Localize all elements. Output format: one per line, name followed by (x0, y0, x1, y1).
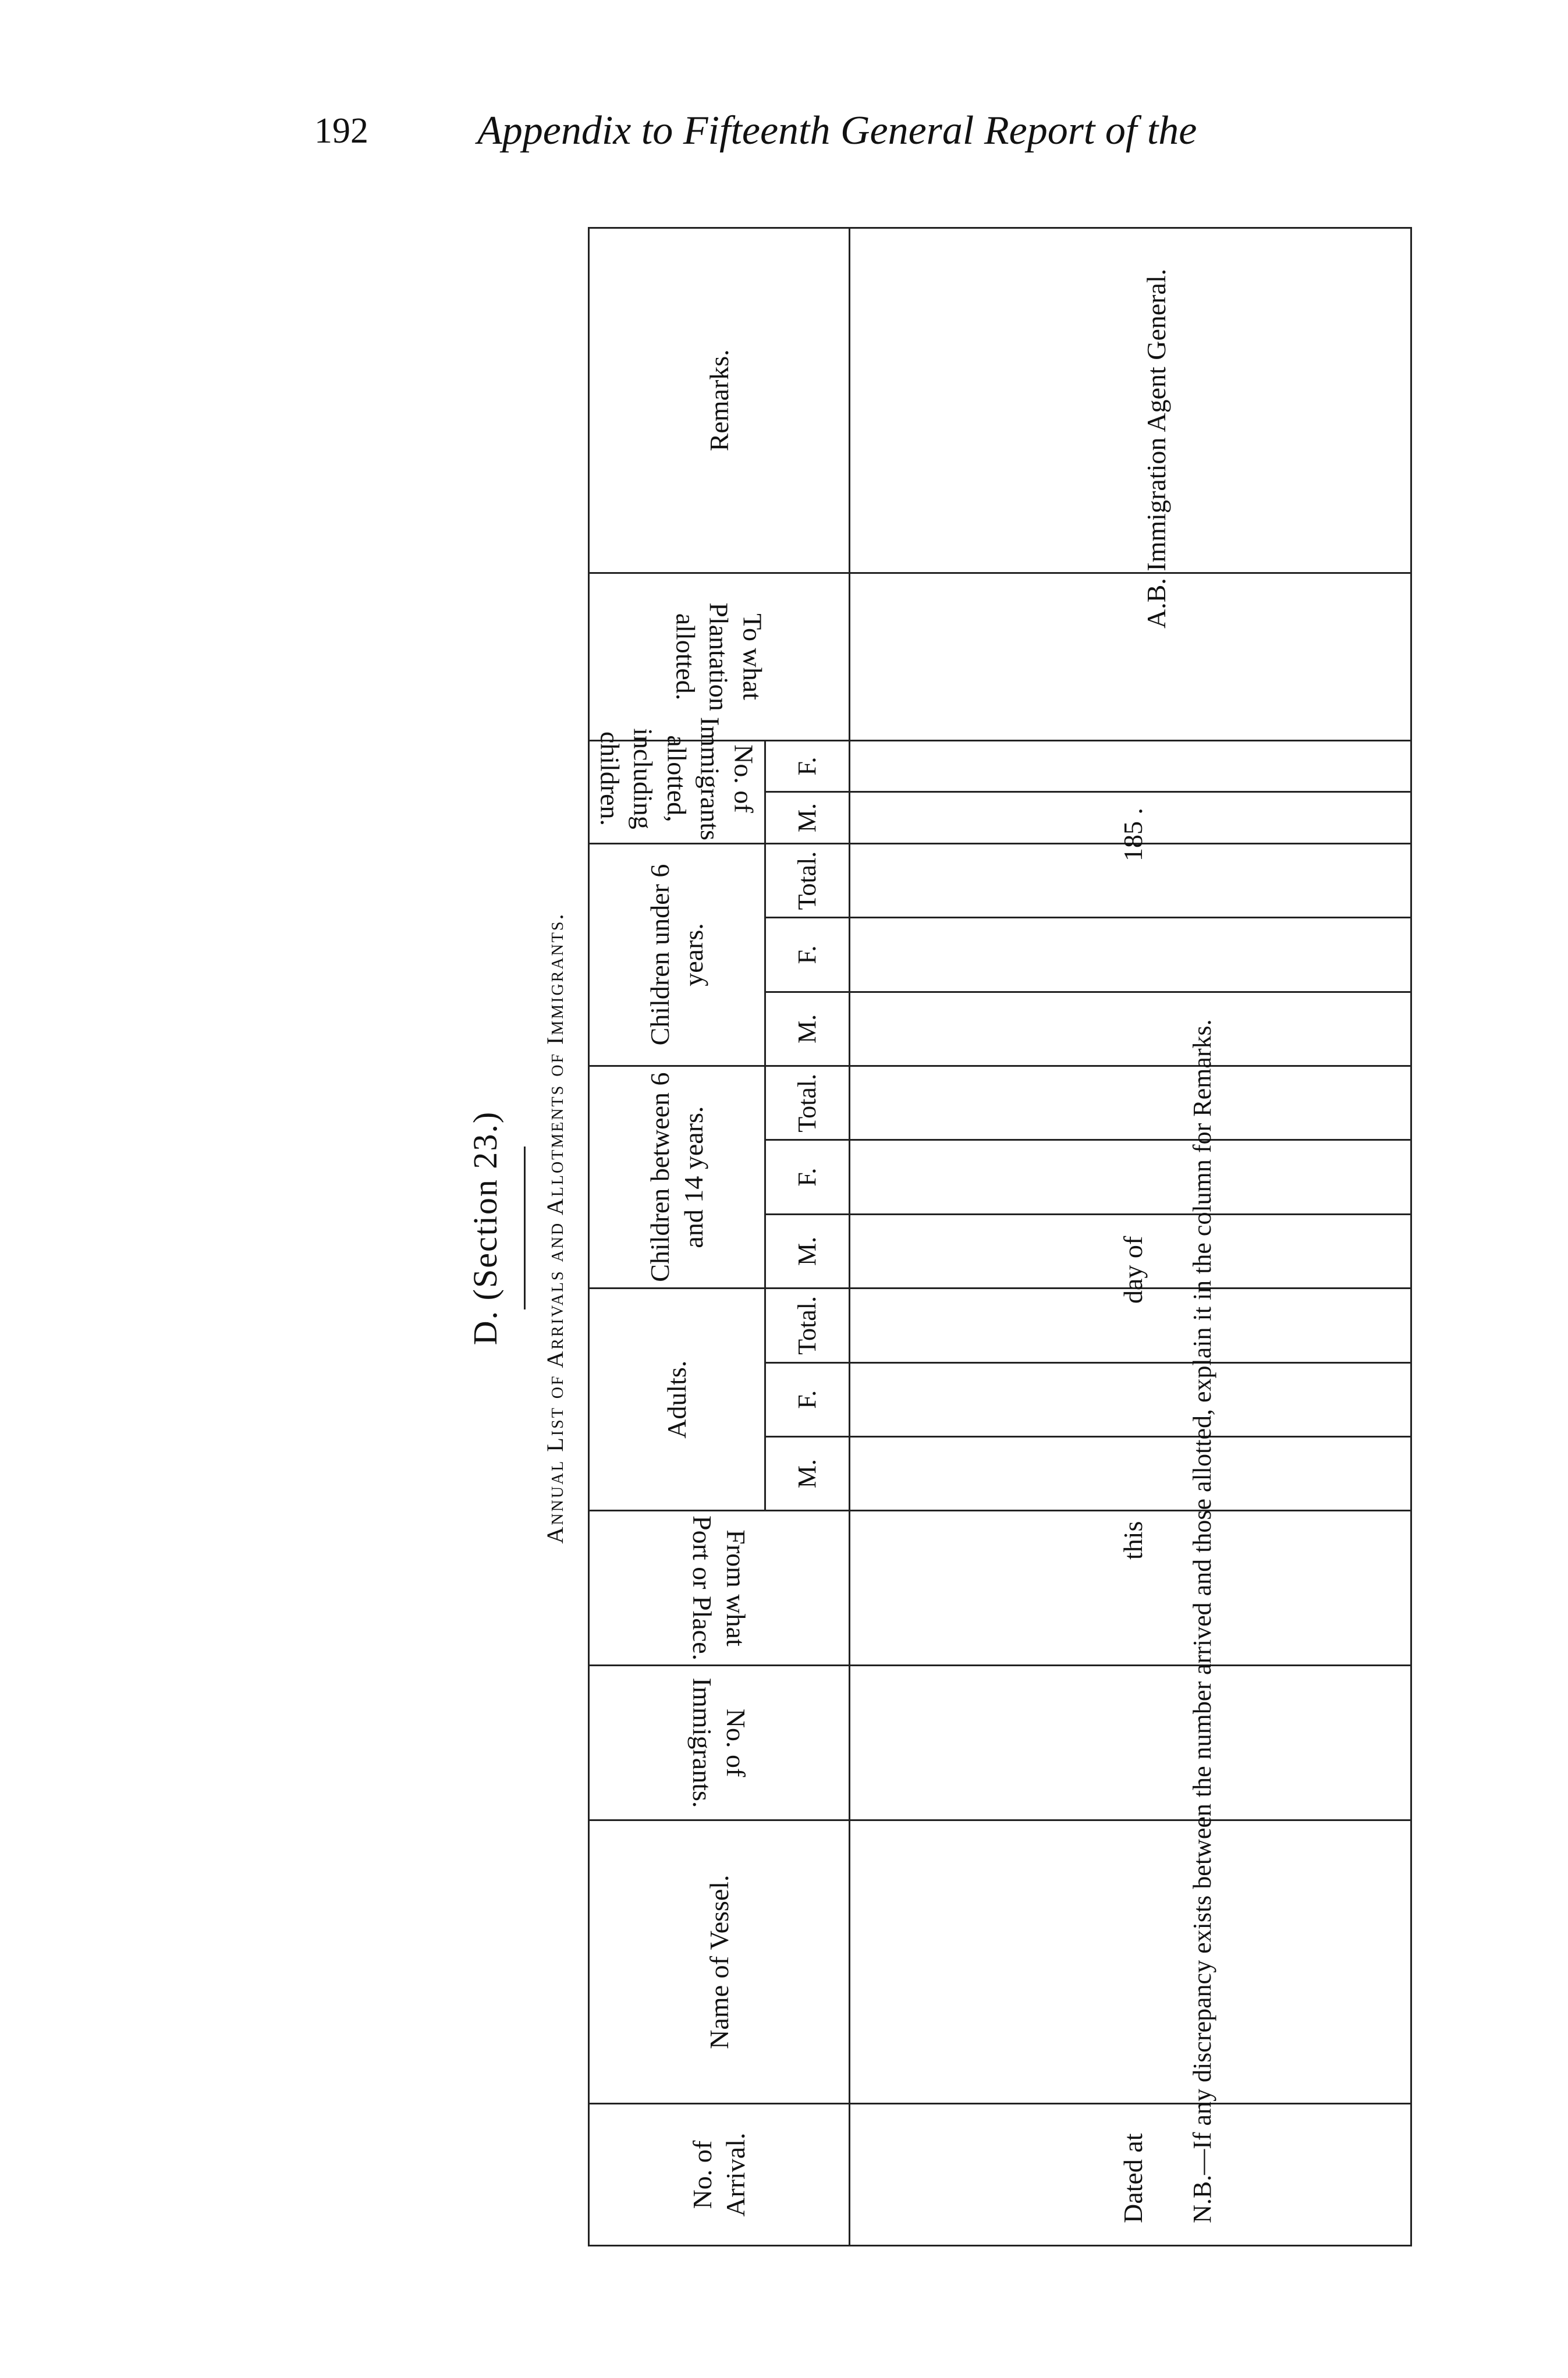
children-6-14-female: F. (765, 1140, 849, 1214)
day-of-label: day of (1118, 1236, 1148, 1304)
blank-cell (849, 1140, 1411, 1214)
blank-cell (849, 228, 1411, 573)
discrepancy-note: N.B.—If any discrepancy exists between the number arrived and those allotted, explain it in the column for Remarks. (1188, 1019, 1216, 2223)
adults-male: M. (765, 1436, 849, 1510)
children-under-6-male: M. (765, 992, 849, 1066)
year-label: 185 . (1118, 808, 1148, 861)
col-from-what-port: From what Port or Place. (589, 1511, 850, 1666)
col-children-under-6: Children under 6 years. (589, 843, 765, 1066)
blank-cell (849, 1362, 1411, 1436)
adults-female: F. (765, 1362, 849, 1436)
blank-cell (849, 992, 1411, 1066)
col-remarks: Remarks. (589, 228, 850, 573)
dated-at-label: Dated at (1118, 2133, 1148, 2223)
blank-cell (849, 573, 1411, 740)
register-table-wrap (588, 210, 1443, 2246)
running-title: Appendix to Fifteenth General Report of the (477, 108, 1197, 153)
title-rule (524, 1147, 526, 1309)
blank-cell (849, 1436, 1411, 1510)
blank-cell (849, 740, 1411, 792)
signature-label: A.B. Immigration Agent General. (1141, 268, 1171, 629)
register-table (588, 227, 1412, 2246)
col-adults: Adults. (589, 1289, 765, 1511)
rotated-form (454, 210, 1315, 2246)
allotted-male: M. (765, 792, 849, 844)
children-under-6-total: Total. (765, 843, 849, 917)
col-children-6-14: Children between 6 and 14 years. (589, 1066, 765, 1289)
col-name-of-vessel: Name of Vessel. (589, 1820, 850, 2103)
this-label: this (1118, 1521, 1148, 1560)
blank-cell (849, 918, 1411, 992)
col-no-of-arrival: No. of Arrival. (589, 2104, 850, 2246)
blank-cell (849, 1666, 1411, 1820)
col-no-of-immigrants: No. of Immigrants. (589, 1666, 850, 1820)
form-subtitle: Annual List of Arrivals and Allotments of Immigrants. (542, 912, 568, 1544)
allotted-female: F. (765, 740, 849, 792)
form-title: D. (Section 23.) (466, 1110, 504, 1346)
blank-cell (849, 1820, 1411, 2103)
children-6-14-male: M. (765, 1214, 849, 1288)
children-under-6-female: F. (765, 918, 849, 992)
children-6-14-total: Total. (765, 1066, 849, 1140)
page-number: 192 (314, 111, 368, 151)
col-no-allotted: No. of Immigrants allotted, including children. (589, 740, 765, 843)
col-plantation: To what Plantation allotted. (589, 573, 850, 740)
blank-cell (849, 1066, 1411, 1140)
adults-total: Total. (765, 1289, 849, 1362)
